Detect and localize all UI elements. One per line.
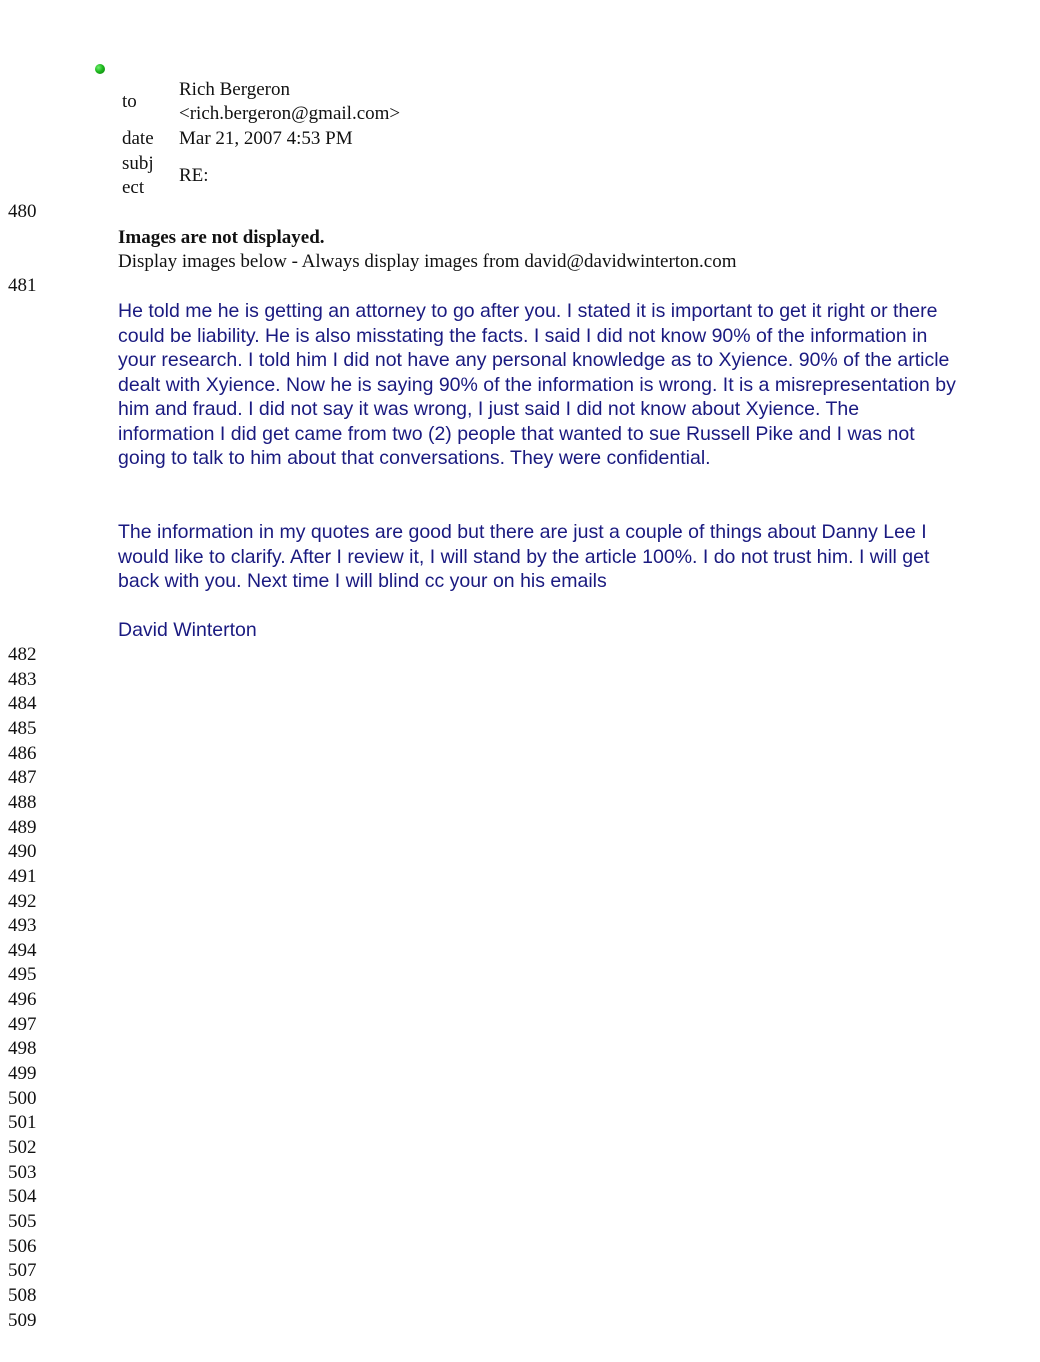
line-number: 480 <box>8 201 37 222</box>
line-number: 486 <box>8 742 37 764</box>
line-number: 484 <box>8 693 37 715</box>
line-number: 509 <box>8 1309 37 1331</box>
line-number: 490 <box>8 841 37 863</box>
line-number: 504 <box>8 1186 37 1208</box>
line-number: 488 <box>8 791 37 813</box>
line-number: 505 <box>8 1210 37 1232</box>
line-number: 485 <box>8 717 37 739</box>
line-number: 482 <box>8 644 37 665</box>
line-number: 495 <box>8 964 37 986</box>
display-images-link[interactable]: Display images below - Always display images from david@davidwinterton.com <box>118 251 737 272</box>
recipient-name: Rich Bergeron <box>179 79 290 100</box>
line-number: 502 <box>8 1137 37 1158</box>
recipient-email: <rich.bergeron@gmail.com> <box>179 103 401 124</box>
line-number: 498 <box>8 1038 37 1060</box>
line-number: 506 <box>8 1235 37 1257</box>
message-signature: David Winterton <box>118 619 257 641</box>
line-number: 483 <box>8 668 37 690</box>
message-paragraph-2: The information in my quotes are good but there are just a couple of things about Danny Lee I would like to clarify. After I review it, I will stand by the article 100%. I do not trust him. I will get back with you. Next time I will blind cc your on his emails <box>118 521 930 592</box>
line-number: 492 <box>8 890 37 912</box>
line-number: 500 <box>8 1087 37 1109</box>
line-number: 496 <box>8 989 37 1011</box>
subject-label-part2: ect <box>122 177 145 198</box>
message-paragraph-1: He told me he is getting an attorney to go after you. I stated it is important to get it right or there could be liability. He is also misstating the facts. I said I did not know 90% of the information in your research. I told him I did not have any personal knowledge as to Xyience. 90% of the article dealt with Xyience. Now he is saying 90% of the information is wrong. It is a misrepresentation by him and fraud. I did not say it was wrong, I just said I did not know about Xyience. The information I did get came from two (2) people that wanted to sue Russell Pike and I was not going to talk to him about that conversations. They were confidential. <box>118 300 956 469</box>
online-status-icon <box>95 64 105 74</box>
line-number: 489 <box>8 816 37 838</box>
line-number: 499 <box>8 1063 37 1085</box>
line-number: 501 <box>8 1112 37 1134</box>
line-number: 494 <box>8 939 37 961</box>
to-label: to <box>122 91 137 112</box>
date-value: Mar 21, 2007 4:53 PM <box>179 128 353 149</box>
line-number: 497 <box>8 1013 37 1035</box>
line-number: 487 <box>8 767 37 789</box>
line-number: 507 <box>8 1260 37 1282</box>
line-number: 503 <box>8 1161 37 1183</box>
line-number: 493 <box>8 915 37 937</box>
subject-label-part1: subj <box>122 153 154 174</box>
date-label: date <box>122 128 154 149</box>
line-number: 491 <box>8 865 37 887</box>
subject-value: RE: <box>179 165 209 186</box>
images-hidden-notice-title: Images are not displayed. <box>118 227 325 248</box>
line-number: 481 <box>8 275 37 296</box>
line-number: 508 <box>8 1284 37 1306</box>
